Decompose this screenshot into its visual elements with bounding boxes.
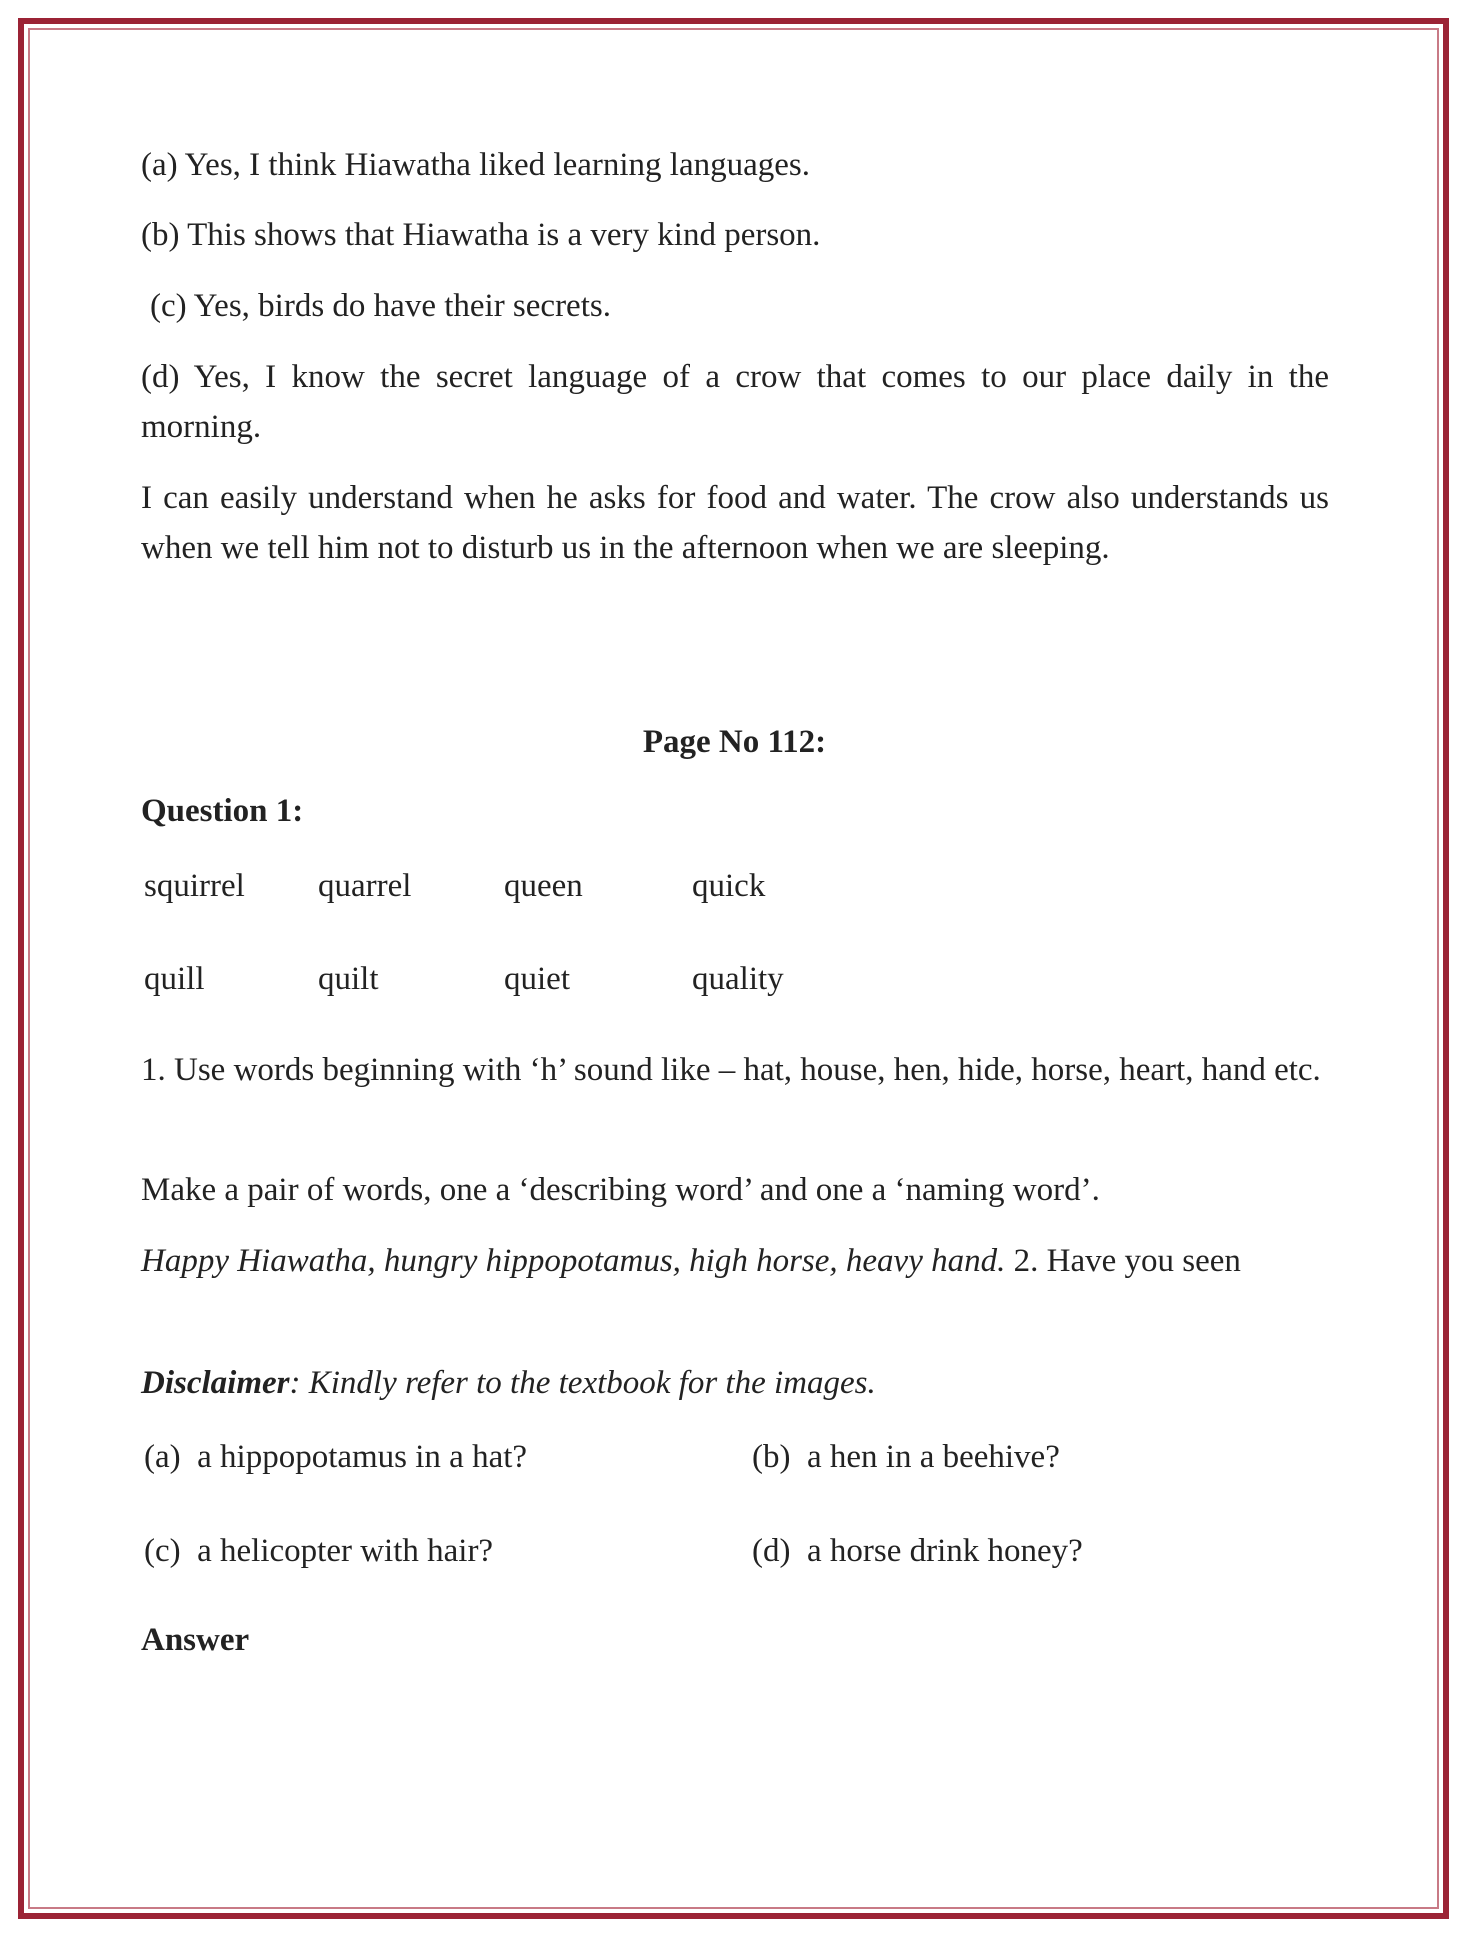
examples-italic: Happy Hiawatha, hungry hippopotamus, high horse, heavy hand. [141,1243,1006,1279]
option-d: (d) a horse drink honey? [752,1533,1083,1569]
answer-c: (c) Yes, birds do have their secrets. [150,288,611,324]
answer-heading: Answer [141,1622,250,1658]
option-c: (c) a helicopter with hair? [144,1533,494,1569]
answer-d: (d) Yes, I know the secret language of a crow that comes to our place daily in the morning. [141,359,1329,445]
examples [141,1236,1329,1286]
instruction-1: 1. Use words beginning with ‘h’ sound like – hat, house, hen, hide, horse, heart, hand etc. [141,1052,1321,1088]
option-a: (a) a hippopotamus in a hat? [144,1439,528,1475]
question-heading: Question 1: [141,793,304,829]
word: quilt [318,961,379,997]
page-heading: Page No 112: [642,724,827,760]
disclaimer-label: Disclaimer [141,1365,290,1401]
answer-paragraph: I can easily understand when he asks for food and water. The crow also understands us when we tell him not to disturb us in the afternoon when we are sleeping. [141,480,1329,566]
word: squirrel [144,868,245,904]
disclaimer-text: : Kindly refer to the textbook for the images. [289,1365,876,1401]
word: queen [504,868,583,904]
answer-b: (b) This shows that Hiawatha is a very kind person. [141,217,821,253]
option-b: (b) a hen in a beehive? [752,1439,1060,1475]
instruction-2: Make a pair of words, one a ‘describing word’ and one a ‘naming word’. [141,1172,1100,1208]
word: quill [144,961,205,997]
disclaimer [141,1358,1329,1408]
word: quick [692,868,766,904]
word: quality [692,961,784,997]
word: quarrel [318,868,412,904]
examples-rest: 2. Have you seen [1005,1243,1241,1279]
answer-a: (a) Yes, I think Hiawatha liked learning languages. [141,147,810,183]
word: quiet [504,961,570,997]
